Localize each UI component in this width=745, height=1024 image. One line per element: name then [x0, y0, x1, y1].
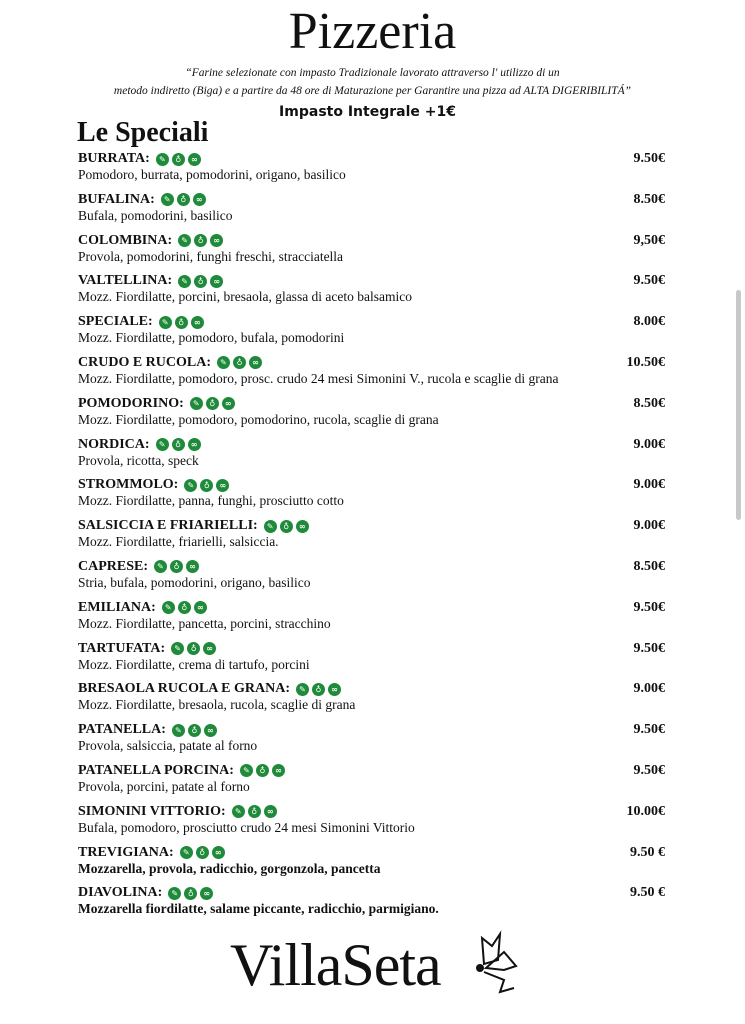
item-description: Provola, salsiccia, patate al forno [78, 738, 258, 754]
item-name: DIAVOLINA: [78, 885, 163, 901]
leaf-icon: ✎ [162, 601, 175, 614]
scrollbar[interactable] [736, 290, 741, 520]
item-name: POMODORINO: [78, 395, 184, 411]
menu-item [78, 804, 668, 845]
menu-item [78, 233, 668, 274]
item-description: Mozz. Fiordilatte, bresaola, rucola, scaglie di grana [78, 697, 356, 713]
item-name: TARTUFATA: [78, 640, 166, 656]
link-icon: ∞ [200, 887, 213, 900]
item-name: CAPRESE: [78, 558, 149, 574]
link-icon: ∞ [249, 356, 262, 369]
leaf-icon: ✎ [184, 479, 197, 492]
diet-icons [168, 887, 213, 900]
leaf-icon: ✎ [159, 316, 172, 329]
item-name: NORDICA: [78, 436, 150, 452]
diet-icons [172, 724, 217, 737]
link-icon: ∞ [264, 805, 277, 818]
item-name: PATANELLA: [78, 722, 166, 738]
flask-icon: ♁ [194, 275, 207, 288]
leaf-icon: ✎ [161, 193, 174, 206]
link-icon: ∞ [204, 724, 217, 737]
link-icon: ∞ [216, 479, 229, 492]
flask-icon: ♁ [256, 764, 269, 777]
item-price: 8.00€ [633, 314, 665, 330]
menu-item [78, 518, 668, 559]
item-description: Pomodoro, burrata, pomodorini, origano, basilico [78, 167, 346, 182]
flask-icon: ♁ [187, 642, 200, 655]
item-description: Mozzarella, provola, radicchio, gorgonzola, pancetta [78, 860, 381, 876]
diet-icons [171, 642, 216, 655]
diet-icons [159, 316, 204, 329]
diet-icons [156, 438, 201, 451]
item-price: 9.50€ [633, 722, 665, 738]
item-price: 8.50€ [633, 191, 665, 207]
item-price: 9.50€ [633, 762, 665, 778]
link-icon: ∞ [212, 846, 225, 859]
diet-icons [264, 520, 309, 533]
leaf-icon: ✎ [190, 397, 203, 410]
item-description: Mozz. Fiordilatte, pomodoro, bufala, pomodorini [78, 330, 345, 346]
link-icon: ∞ [193, 193, 206, 206]
item-price: 10.00€ [626, 803, 665, 819]
flask-icon: ♁ [172, 153, 185, 166]
flask-icon: ♁ [172, 438, 185, 451]
flask-icon: ♁ [188, 724, 201, 737]
item-name: BUFALINA: [78, 191, 155, 207]
item-price: 8.50€ [633, 395, 665, 411]
leaf-icon: ✎ [156, 438, 169, 451]
menu-item [78, 845, 668, 886]
menu-item [78, 641, 668, 682]
link-icon: ∞ [210, 234, 223, 247]
link-icon: ∞ [191, 316, 204, 329]
item-description: Bufala, pomodoro, prosciutto crudo 24 mesi Simonini Vittorio [78, 819, 415, 835]
diet-icons [184, 479, 229, 492]
link-icon: ∞ [186, 560, 199, 573]
leaf-icon: ✎ [180, 846, 193, 859]
item-name: BURRATA: [78, 151, 150, 166]
flask-icon: ♁ [248, 805, 261, 818]
flask-icon: ♁ [196, 846, 209, 859]
item-name: PATANELLA PORCINA: [78, 762, 234, 778]
link-icon: ∞ [194, 601, 207, 614]
flask-icon: ♁ [170, 560, 183, 573]
bow-icon [470, 930, 520, 1000]
leaf-icon: ✎ [296, 683, 309, 696]
flask-icon: ♁ [233, 356, 246, 369]
item-price: 9.50€ [633, 151, 665, 166]
link-icon: ∞ [188, 153, 201, 166]
diet-icons [154, 560, 199, 573]
flask-icon: ♁ [280, 520, 293, 533]
item-price: 9.00€ [633, 681, 665, 697]
menu-item [78, 192, 668, 233]
link-icon: ∞ [210, 275, 223, 288]
menu-item [78, 763, 668, 804]
item-name: SPECIALE: [78, 314, 153, 330]
item-description: Stria, bufala, pomodorini, origano, basilico [78, 574, 311, 590]
menu-item [78, 314, 668, 355]
item-price: 9.00€ [633, 518, 665, 534]
item-description: Provola, porcini, patate al forno [78, 778, 250, 794]
item-description: Mozz. Fiordilatte, porcini, bresaola, glassa di aceto balsamico [78, 289, 413, 305]
menu-item [78, 681, 668, 722]
leaf-icon: ✎ [178, 275, 191, 288]
impasto-note: Impasto Integrale +1€ [279, 104, 456, 120]
item-description: Mozz. Fiordilatte, crema di tartufo, porcini [78, 656, 310, 672]
item-price: 8.50€ [633, 558, 665, 574]
link-icon: ∞ [272, 764, 285, 777]
leaf-icon: ✎ [168, 887, 181, 900]
villaseta-logo: VillaSeta [230, 932, 441, 998]
flask-icon: ♁ [312, 683, 325, 696]
flask-icon: ♁ [206, 397, 219, 410]
item-price: 9.50€ [633, 273, 665, 289]
item-name: BRESAOLA RUCOLA E GRANA: [78, 681, 290, 697]
item-description: Mozz. Fiordilatte, pancetta, porcini, stracchino [78, 615, 331, 631]
diet-icons [296, 683, 341, 696]
leaf-icon: ✎ [171, 642, 184, 655]
leaf-icon: ✎ [217, 356, 230, 369]
item-price: 9.00€ [633, 477, 665, 493]
leaf-icon: ✎ [240, 764, 253, 777]
flask-icon: ♁ [184, 887, 197, 900]
item-price: 9.50 € [630, 885, 665, 901]
item-description: Mozz. Fiordilatte, panna, funghi, prosciutto cotto [78, 493, 344, 509]
quote-line: metodo indiretto (Biga) e a partire da 48 ore di Maturazione per Garantire una pizza ad ALTA DIGERIBILITÁ” [113, 85, 632, 97]
item-name: SIMONINI VITTORIO: [78, 803, 226, 819]
item-price: 9,50€ [633, 232, 665, 248]
diet-icons [180, 846, 225, 859]
item-description: Mozzarella fiordilatte, salame piccante, radicchio, parmigiano. [78, 901, 439, 917]
page-title: Pizzeria [288, 3, 457, 60]
link-icon: ∞ [328, 683, 341, 696]
item-name: COLOMBINA: [78, 232, 173, 248]
item-price: 9.50 € [630, 844, 665, 860]
link-icon: ∞ [203, 642, 216, 655]
link-icon: ∞ [296, 520, 309, 533]
diet-icons [162, 601, 207, 614]
menu-item [78, 885, 668, 926]
item-name: EMILIANA: [78, 599, 156, 615]
quote-line: “Farine selezionate con impasto Tradizionale lavorato attraverso l' utilizzo di un [185, 67, 560, 79]
item-price: 10.50€ [626, 354, 665, 370]
menu-item [78, 559, 668, 600]
flask-icon: ♁ [175, 316, 188, 329]
menu-item [78, 477, 668, 518]
item-price: 9.50€ [633, 640, 665, 656]
link-icon: ∞ [188, 438, 201, 451]
item-name: TREVIGIANA: [78, 844, 174, 860]
leaf-icon: ✎ [264, 520, 277, 533]
item-description: Mozz. Fiordilatte, pomodoro, prosc. crudo 24 mesi Simonini V., rucola e scaglie di grana [78, 370, 559, 386]
diet-icons [178, 275, 223, 288]
item-description: Bufala, pomodorini, basilico [78, 207, 233, 223]
menu-item [78, 437, 668, 478]
menu-item [78, 722, 668, 763]
item-name: SALSICCIA E FRIARIELLI: [78, 518, 258, 534]
leaf-icon: ✎ [232, 805, 245, 818]
menu-item [78, 355, 668, 396]
flask-icon: ♁ [177, 193, 190, 206]
menu-item [78, 396, 668, 437]
diet-icons [156, 153, 201, 166]
item-description: Provola, pomodorini, funghi freschi, stracciatella [78, 248, 344, 264]
diet-icons [178, 234, 223, 247]
menu-item [78, 273, 668, 314]
leaf-icon: ✎ [154, 560, 167, 573]
flask-icon: ♁ [194, 234, 207, 247]
menu-item [78, 151, 668, 192]
menu-list [78, 151, 668, 926]
item-name: STROMMOLO: [78, 477, 179, 493]
leaf-icon: ✎ [172, 724, 185, 737]
item-description: Mozz. Fiordilatte, friarielli, salsiccia. [78, 534, 279, 550]
diet-icons [232, 805, 277, 818]
menu-item [78, 600, 668, 641]
item-price: 9.50€ [633, 599, 665, 615]
diet-icons [240, 764, 285, 777]
item-name: CRUDO E RUCOLA: [78, 354, 211, 370]
leaf-icon: ✎ [156, 153, 169, 166]
item-name: VALTELLINA: [78, 273, 173, 289]
item-description: Mozz. Fiordilatte, pomodoro, pomodorino, rucola, scaglie di grana [78, 411, 439, 427]
intro-quote [0, 64, 745, 100]
diet-icons [190, 397, 235, 410]
flask-icon: ♁ [178, 601, 191, 614]
diet-icons [161, 193, 206, 206]
flask-icon: ♁ [200, 479, 213, 492]
link-icon: ∞ [222, 397, 235, 410]
leaf-icon: ✎ [178, 234, 191, 247]
diet-icons [217, 356, 262, 369]
item-price: 9.00€ [633, 436, 665, 452]
section-title: Le Speciali [77, 117, 209, 148]
item-description: Provola, ricotta, speck [78, 452, 199, 468]
